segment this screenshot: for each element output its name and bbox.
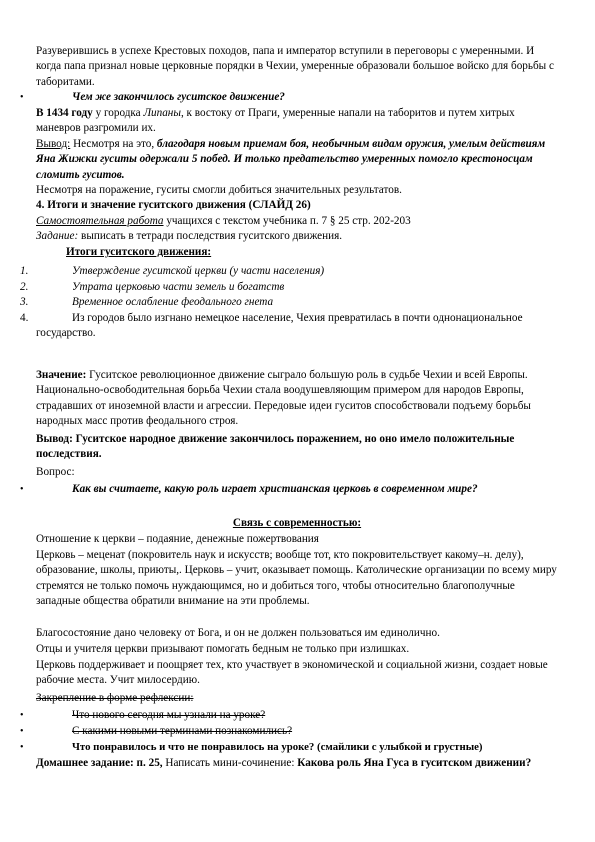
results-heading: Итоги гуситского движения: (66, 246, 212, 258)
lipany-city: Липаны (143, 107, 181, 119)
question-end-of-movement: Чем же закончилось гуситское движение? (72, 91, 285, 103)
result-item (36, 311, 558, 342)
question-church-role: Как вы считаете, какую роль играет христианская церковь в современном мире? (72, 483, 478, 495)
independent-work (36, 214, 558, 229)
lipany-paragraph (36, 106, 558, 137)
bullet-icon: • (20, 726, 24, 737)
conclusion-plain: Несмотря на это, (70, 138, 157, 150)
modern-line: Отношение к церкви – подаяние, денежные пожертвования (36, 533, 319, 545)
conclusion-bold: благодаря новым приемам боя, необычным видам оружия, умелым действиям Яна Жижки гуситы одержали 5 побед. И только предательство умеренных помогло крестоносцам сломить гуситов. (36, 138, 546, 181)
homework-text: Написать мини-сочинение: (162, 757, 298, 769)
result-number: 2. (20, 281, 29, 293)
reflection-item: Что нового сегодня мы узнали на уроке? (72, 709, 266, 721)
homework-label: Домашнее задание: п. 25, (36, 757, 163, 769)
result-item: Утверждение гуситской церкви (у части населения) (72, 265, 325, 277)
conclusion-label: Вывод: (36, 138, 71, 150)
task-line (36, 229, 558, 244)
result-number: 1. (20, 265, 29, 277)
bullet-icon: • (20, 742, 24, 753)
year-1434: В 1434 году (36, 107, 93, 119)
reflection-item: Что понравилось и что не понравилось на уроке? (смайлики с улыбкой и грустные) (72, 741, 483, 753)
modern-line: Благосостояние дано человеку от Бога, и он не должен пользоваться им единолично. (36, 627, 440, 639)
section-4-title: 4. Итоги и значение гуситского движения (СЛАЙД 26) (36, 199, 311, 211)
modern-line: Церковь – меценат (покровитель наук и искусств; вообще тот, кто покровительствует какому–н. делу), образование, школы, приюты,. Церковь – учит, оказывает помощь. Католические организации по всему миру стремятся не только помочь нуждающимся, но и добиться того, чтобы относительно благополучные западные общества обратили внимание на эти проблемы. (36, 549, 557, 608)
meaning-paragraph (36, 368, 558, 430)
result-item-text: Из городов было изгнано немецкое население, Чехия превратилась в почти однонациональное государство. (36, 312, 523, 340)
reflection-heading: Закрепление в форме рефлексии: (36, 692, 194, 704)
task-text: выписать в тетради последствия гуситского движения. (78, 230, 343, 242)
bullet-icon: • (20, 92, 24, 103)
task-label: Задание: (36, 230, 79, 242)
homework-paragraph (36, 756, 558, 771)
result-number: 3. (20, 296, 29, 308)
lipany-text-b: , к востоку от Праги, умеренные напали на таборитов и путем хитрых маневров разгромили их. (36, 107, 515, 135)
conclusion-2: Вывод: Гуситское народное движение закончилось поражением, но оно имело положительные последствия. (36, 433, 515, 461)
result-item: Временное ослабление феодального гнета (72, 296, 274, 308)
result-number: 4. (20, 312, 29, 324)
modern-line: Церковь поддерживает и поощряет тех, кто участвует в экономической и социальной жизни, создает новые рабочие места. Учит милосердию. (36, 659, 548, 687)
meaning-label: Значение: (36, 369, 87, 381)
conclusion-paragraph (36, 137, 558, 183)
bullet-icon: • (20, 710, 24, 721)
intro-paragraph: Разуверившись в успехе Крестовых походов, папа и император вступили в переговоры с умеренными. И когда папа признал новые церковные порядки в Чехии, умеренные образовали большое войско для борьбы с таборитами. (36, 45, 554, 88)
modern-line: Отцы и учителя церкви призывают помогать бедным не только при излишках. (36, 643, 410, 655)
meaning-text: Гуситское революционное движение сыграло большую роль в судьбе Чехии и всей Европы. Национально-освободительная борьба Чехии стала воодушевляющим примером для народов Европы, страдавших от иноземной власти и агрессии. Передовые идеи гуситов способствовали подъему борьбы народных масс против феодального строя. (36, 369, 531, 428)
result-item: Утрата церковью части земель и богатств (72, 281, 285, 293)
bullet-icon: • (20, 484, 24, 495)
work-text: учащихся с текстом учебника п. 7 § 25 стр. 202-203 (163, 215, 411, 227)
homework-topic: Какова роль Яна Гуса в гуситском движении? (297, 757, 532, 769)
work-label: Самостоятельная работа (36, 215, 164, 227)
modern-heading: Связь с современностью: (232, 517, 362, 529)
lipany-text-a: у городка (92, 107, 144, 119)
reflection-item: С какими новыми терминами познакомились? (72, 725, 293, 737)
results-intro: Несмотря на поражение, гуситы смогли добиться значительных результатов. (36, 184, 402, 196)
question-label: Вопрос: (36, 466, 75, 478)
